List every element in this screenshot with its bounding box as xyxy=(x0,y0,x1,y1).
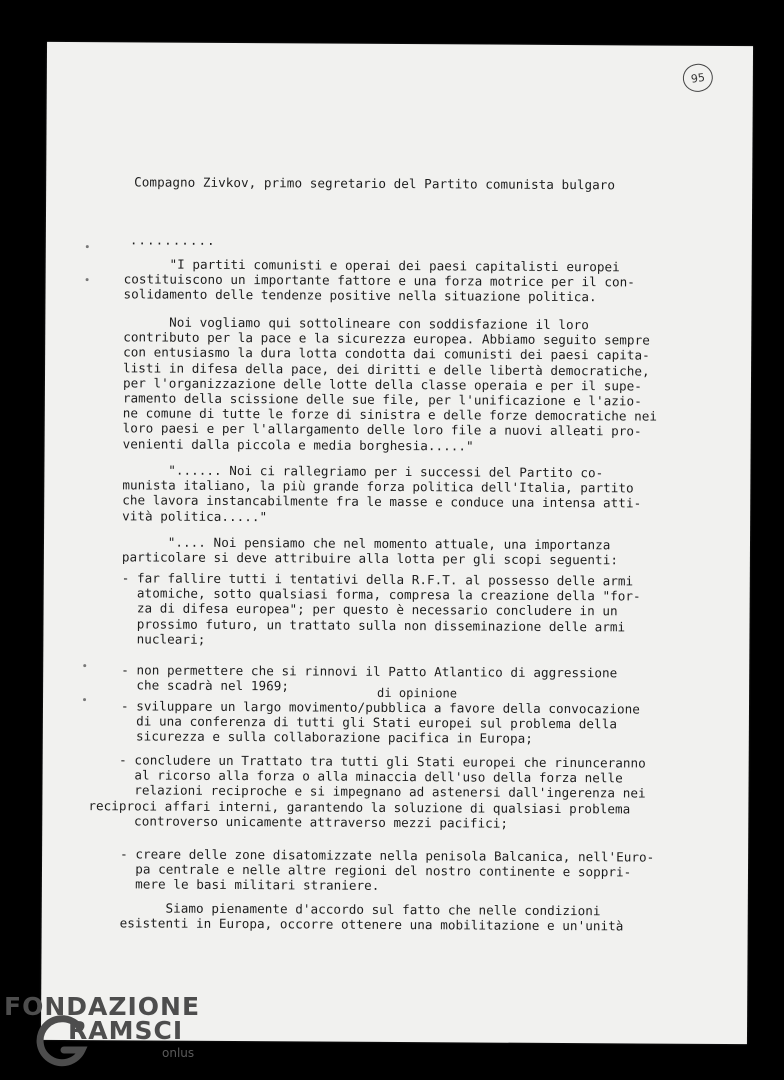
bullet-item: - sviluppare un largo movimento/pubblica a favore della convocazione di una conferenza di tutti gli Stati europei sul problema della sicurezza e sulla collaborazione pacifica in Europa; xyxy=(120,698,641,747)
document-page xyxy=(41,42,753,1044)
document-title: Compagno Zivkov, primo segretario del Partito comunista bulgaro xyxy=(134,174,616,193)
margin-mark xyxy=(86,278,89,281)
handwritten-insert: di opinione xyxy=(377,685,458,701)
watermark-line1: FONDAZIONE xyxy=(4,992,201,1021)
margin-mark xyxy=(86,245,89,248)
bullet-item: - far fallire tutti i tentativi della R.F.T. al possesso delle armi atomiche, sotto qualsiasi forma, compresa la creazione della "for- za di difesa europea"; per questo è necessario concludere in un prossimo futuro, un trattato sulla non disseminazione delle armi nucleari; xyxy=(121,570,641,647)
paragraph: Noi vogliamo qui sottolineare con soddisfazione il loro contributo per la pace e la sicurezza europea. Abbiamo seguito sempre con entusiasmo la dura lotta condotta dai comunisti dei paesi capita- listi in difesa della pace, dei diritti e delle libertà democratiche, per l'organizzazione delle lotte della classe operaia e per il supe- ramento della scissione delle sue file, per l'unificazione e l'azio- ne comune di tutte le forze di sinistra e delle forze democratiche nei loro paesi e per l'allargamento delle loro file a nuovi alleati pro- venienti dalla piccola e media borghesia....." xyxy=(122,314,658,454)
margin-mark xyxy=(83,664,86,667)
bullet-item: - non permettere che si rinnovi il Patto Atlantico di aggressione che scadrà nel 1969; xyxy=(121,662,618,694)
watermark-suffix: onlus xyxy=(162,1046,195,1060)
watermark-line2: RAMSCI xyxy=(68,1016,184,1045)
paragraph: "I partiti comunisti e operai dei paesi capitalisti europei costituiscono un importante fattore e una forza motrice per il con- solidamento delle tendenze positive nella situazione politica. xyxy=(123,256,636,305)
paragraph: "...... Noi ci rallegriamo per i successi del Partito co- munista italiano, la più grande forza politica dell'Italia, partito che lavora instancabilmente fra le masse e conduce una intensa atti- vità politica....." xyxy=(122,462,642,524)
fondazione-gramsci-watermark xyxy=(4,992,204,1072)
bullet-item: - concludere un Trattato tra tutti gli Stati europei che rinunceranno al ricorso alla forza o alla minaccia dell'uso della forza nelle relazioni reciproche e si impegnano ad astenersi dall'ingerenza nei reciproci affari interni, garantendo la soluzione di qualsiasi problema controverso unicamente attraverso mezzi pacifici; xyxy=(88,752,646,831)
margin-mark xyxy=(83,698,86,701)
closing-paragraph: Siamo pienamente d'accordo sul fatto che nelle condizioni esistenti in Europa, occorre ottenere una mobilitazione e un'unità xyxy=(119,900,624,934)
bullet-item: - creare delle zone disatomizzate nella penisola Balcanica, nell'Euro- pa centrale e nelle altre regioni del nostro continente e soppri- mere le basi militari straniere. xyxy=(119,846,655,894)
paragraph: ".... Noi pensiamo che nel momento attuale, una importanza particolare si deve attribuire alla lotta per gli scopi seguenti: xyxy=(121,534,619,568)
page-number-stamp: 95 xyxy=(681,62,714,94)
ellipsis: .......... xyxy=(129,232,216,248)
